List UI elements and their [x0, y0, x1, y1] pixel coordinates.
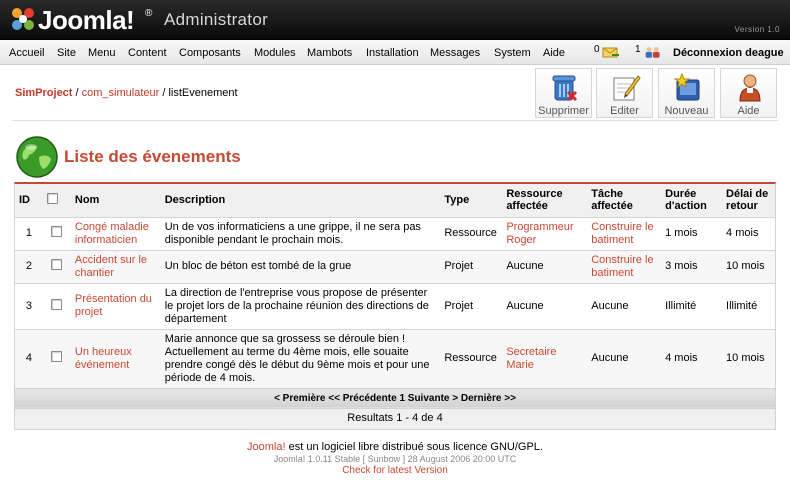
menu-accueil[interactable]: Accueil — [9, 47, 45, 59]
cell-id: 1 — [15, 217, 43, 250]
row-checkbox[interactable] — [51, 259, 62, 270]
col-id[interactable]: ID — [15, 184, 43, 217]
cell-delai: Illimité — [722, 283, 775, 329]
cell-ressource-link[interactable]: Secretaire Marie — [502, 329, 587, 388]
check-version-link[interactable]: Check for latest Version — [342, 465, 448, 476]
brand-tm: ® — [145, 8, 153, 19]
cell-tache-link[interactable]: Construire le batiment — [587, 250, 661, 283]
pagination-row — [15, 388, 775, 408]
pager-last[interactable]: Dernière >> — [460, 392, 516, 404]
cell-nom-link[interactable]: Présentation du projet — [71, 283, 161, 329]
table-row — [15, 283, 775, 329]
menu-content[interactable]: Content — [128, 47, 167, 59]
menu-aide[interactable]: Aide — [543, 47, 566, 59]
users-count: 1 — [635, 44, 641, 55]
edit-label: Editer — [610, 105, 639, 117]
cell-duree: Illimité — [661, 283, 722, 329]
col-description[interactable]: Description — [161, 184, 441, 217]
cell-ressource-link[interactable]: Programmeur Roger — [502, 217, 587, 250]
menu-menu[interactable]: Menu — [88, 47, 116, 59]
admin-header — [0, 0, 790, 40]
cell-description: Marie annonce que sa grossess se déroule bien ! Actuellement au terme du 4ème mois, elle souaite prendre congé dès le début du 9ème mois et pour une période de 4 mois. — [161, 329, 441, 388]
cell-nom-link[interactable]: Accident sur le chantier — [71, 250, 161, 283]
col-nom[interactable]: Nom — [71, 184, 161, 217]
select-all-checkbox[interactable] — [47, 193, 58, 204]
pager-prev[interactable]: << Précédente — [328, 392, 397, 404]
cell-type: Projet — [440, 283, 502, 329]
pagination — [15, 388, 775, 408]
admin-title: Administrator — [164, 10, 269, 29]
mail-icon[interactable] — [602, 45, 620, 59]
table-row — [15, 217, 775, 250]
table-row — [15, 250, 775, 283]
cell-duree: 3 mois — [661, 250, 722, 283]
messages-count: 0 — [594, 44, 600, 55]
cell-tache: Aucune — [587, 329, 661, 388]
cell-description: Un bloc de béton est tombé de la grue — [161, 250, 441, 283]
pager-current: 1 — [399, 392, 405, 404]
version-label: Version 1.0 — [734, 25, 780, 34]
menu-modules[interactable]: Modules — [254, 47, 296, 59]
cell-type: Ressource — [440, 217, 502, 250]
new-label: Nouveau — [664, 105, 709, 117]
cell-tache-link[interactable]: Construire le batiment — [587, 217, 661, 250]
row-checkbox[interactable] — [51, 299, 62, 310]
menu-site[interactable]: Site — [57, 47, 76, 59]
breadcrumb-current: listEvenement — [168, 87, 238, 99]
footer-version: Joomla! 1.0.11 Stable [ Sunbow ] 28 August 2006 20:00 UTC — [273, 454, 517, 464]
col-ressource[interactable]: Ressource affectée — [502, 184, 587, 217]
globe-icon — [15, 135, 59, 179]
pager-first[interactable]: < Première — [274, 392, 326, 404]
menu-mambots[interactable]: Mambots — [307, 47, 353, 59]
trash-icon — [550, 72, 578, 102]
menu-composants[interactable]: Composants — [179, 47, 241, 59]
table-row — [15, 329, 775, 388]
cell-description: Un de vos informaticiens a une grippe, il ne sera pas disponible pendant le prochain mois. — [161, 217, 441, 250]
col-type[interactable]: Type — [440, 184, 502, 217]
help-icon — [735, 72, 765, 102]
cell-nom-link[interactable]: Un heureux événement — [71, 329, 161, 388]
breadcrumb-component[interactable]: com_simulateur — [81, 87, 160, 99]
cell-type: Projet — [440, 250, 502, 283]
main-menubar — [0, 40, 790, 65]
results-count: Resultats 1 - 4 de 4 — [15, 408, 775, 429]
cell-id: 2 — [15, 250, 43, 283]
footer-license — [0, 441, 790, 453]
new-button[interactable] — [658, 68, 715, 118]
pager-next[interactable]: Suivante > — [407, 392, 459, 404]
edit-button[interactable] — [596, 68, 653, 118]
results-row — [15, 408, 775, 429]
cell-ressource: Aucune — [502, 250, 587, 283]
col-duree[interactable]: Durée d'action — [661, 184, 722, 217]
menu-system[interactable]: System — [494, 47, 531, 59]
col-delai[interactable]: Délai de retour — [722, 184, 775, 217]
cell-description: La direction de l'entreprise vous propose de présenter le projet lors de la prochaine réunion des directions de département — [161, 283, 441, 329]
cell-id: 3 — [15, 283, 43, 329]
table-header-row — [15, 184, 775, 217]
toolbar-area — [0, 66, 790, 118]
col-select-all[interactable] — [43, 184, 71, 217]
logout-link[interactable]: Déconnexion deague — [673, 47, 784, 59]
breadcrumb-project[interactable]: SimProject — [15, 87, 73, 99]
row-checkbox[interactable] — [51, 226, 62, 237]
cell-delai: 10 mois — [722, 250, 775, 283]
menu-installation[interactable]: Installation — [366, 47, 419, 59]
delete-button[interactable] — [535, 68, 592, 118]
cell-nom-link[interactable]: Congé maladie informaticien — [71, 217, 161, 250]
cell-ressource: Aucune — [502, 283, 587, 329]
cell-delai: 4 mois — [722, 217, 775, 250]
users-icon[interactable] — [644, 45, 662, 59]
cell-select[interactable] — [43, 217, 71, 250]
divider — [12, 120, 778, 121]
edit-icon — [611, 72, 641, 102]
row-checkbox[interactable] — [51, 351, 62, 362]
menu-messages[interactable]: Messages — [430, 47, 481, 59]
cell-select[interactable] — [43, 250, 71, 283]
breadcrumb: SimProject / com_simulateur / listEvenement — [15, 87, 238, 99]
cell-select[interactable] — [43, 283, 71, 329]
cell-type: Ressource — [440, 329, 502, 388]
delete-label: Supprimer — [538, 105, 589, 117]
cell-duree: 1 mois — [661, 217, 722, 250]
cell-id: 4 — [15, 329, 43, 388]
brand-name: Joomla! — [38, 5, 135, 35]
joomla-logo-icon — [9, 5, 37, 33]
page-title: Liste des évenements — [64, 147, 241, 166]
cell-tache: Aucune — [587, 283, 661, 329]
col-tache[interactable]: Tâche affectée — [587, 184, 661, 217]
cell-delai: 10 mois — [722, 329, 775, 388]
events-table — [14, 182, 776, 430]
footer-license-text: est un logiciel libre distribué sous licence GNU/GPL. — [285, 441, 543, 453]
new-icon — [673, 72, 703, 102]
cell-select[interactable] — [43, 329, 71, 388]
help-button[interactable] — [720, 68, 777, 118]
help-label: Aide — [737, 105, 760, 117]
cell-duree: 4 mois — [661, 329, 722, 388]
footer-joomla-link[interactable]: Joomla! — [247, 441, 286, 453]
